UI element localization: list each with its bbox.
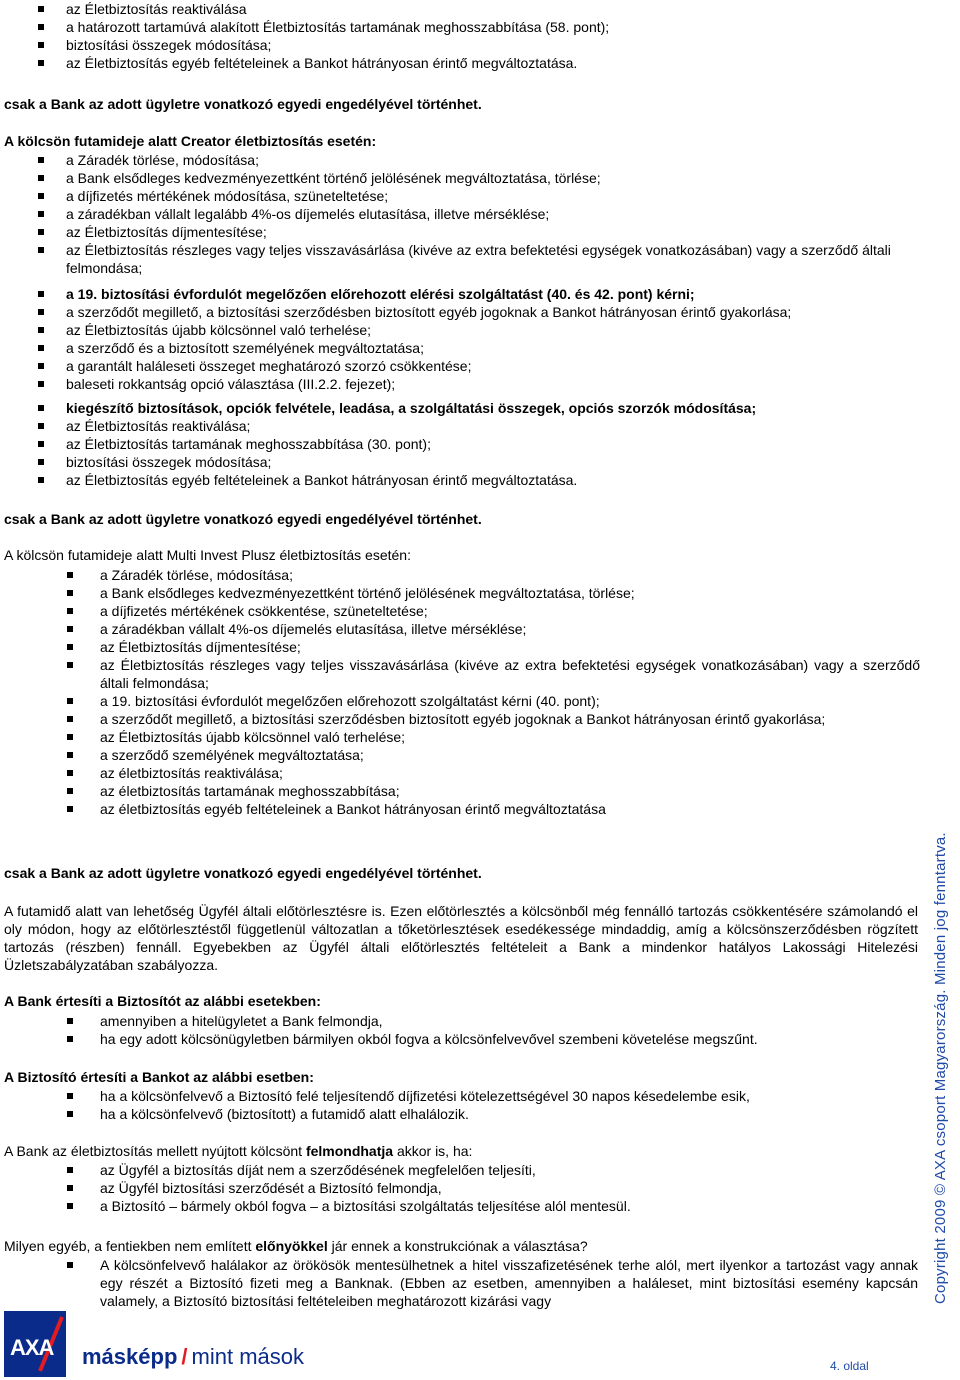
multi-heading: A kölcsön futamideje alatt Multi Invest Plusz életbiztosítás esetén: — [4, 547, 411, 563]
brand-tagline — [82, 1344, 304, 1370]
list-item: az Életbiztosítás reaktiválása; — [0, 417, 920, 435]
axa-logo-text: AXA — [10, 1335, 54, 1360]
list-item: az Életbiztosítás díjmentesítése; — [0, 638, 920, 656]
list-item: baleseti rokkantság opció választása (III.2.2. fejezet); — [0, 375, 920, 393]
list-item: biztosítási összegek módosítása; — [0, 453, 920, 471]
creator-list — [0, 151, 920, 277]
permission-note: csak a Bank az adott ügyletre vonatkozó egyedi engedélyével történhet. — [4, 96, 482, 112]
bank-notifies-heading: A Bank értesíti a Biztosítót az alábbi esetekben: — [4, 993, 321, 1009]
page-number: 4. oldal — [830, 1359, 869, 1373]
permission-note: csak a Bank az adott ügyletre vonatkozó egyedi engedélyével történhet. — [4, 511, 482, 527]
list-item: a szerződő személyének megváltoztatása; — [0, 746, 920, 764]
list-item: a Bank elsődleges kedvezményezettként történő jelölésének megváltoztatása, törlése; — [0, 584, 920, 602]
list-item: az életbiztosítás tartamának meghosszabbítása; — [0, 782, 920, 800]
list-item: a Záradék törlése, módosítása; — [0, 566, 920, 584]
list-item: az életbiztosítás egyéb feltételeinek a Bankot hátrányosan érintő megváltoztatása — [0, 800, 920, 818]
insurer-notifies-heading: A Biztosító értesíti a Bankot az alábbi esetben: — [4, 1069, 314, 1085]
list-item: az Életbiztosítás újabb kölcsönnel való terhelése; — [0, 321, 920, 339]
advantages-bold: előnyökkel — [255, 1238, 328, 1254]
advantages-lead: Milyen egyéb, a fentiekben nem említett — [4, 1238, 256, 1254]
axa-logo — [4, 1311, 66, 1377]
list-item: a 19. biztosítási évfordulót megelőzően előrehozott elérési szolgáltatást (40. és 42. pont) kérni; — [0, 285, 920, 303]
list-item: amennyiben a hitelügyletet a Bank felmondja, — [0, 1012, 920, 1030]
list-item: a záradékban vállalt legalább 4%-os díjemelés elutasítása, illetve mérséklése; — [0, 205, 920, 223]
list-item: a díjfizetés mértékének csökkentése, szüneteltetése; — [0, 602, 920, 620]
terminate-lead: A Bank az életbiztosítás mellett nyújtott kölcsönt — [4, 1143, 306, 1159]
insurer-notifies-list — [0, 1087, 920, 1123]
list-item: a szerződőt megillető, a biztosítási szerződésben biztosított egyéb jogoknak a Bankot hátrányosan érintő gyakorlása; — [0, 710, 920, 728]
list-item: a záradékban vállalt 4%-os díjemelés elutasítása, illetve mérséklése; — [0, 620, 920, 638]
list-item: a határozott tartamúvá alakított Életbiztosítás tartamának meghosszabbítása (58. pont); — [0, 18, 920, 36]
creator-list-bold-2 — [0, 399, 920, 417]
advantages-tail: jár ennek a konstrukciónak a választása? — [327, 1238, 588, 1254]
list-item: biztosítási összegek módosítása; — [0, 36, 920, 54]
permission-note: csak a Bank az adott ügyletre vonatkozó egyedi engedélyével történhet. — [4, 865, 482, 881]
list-item: kiegészítő biztosítások, opciók felvétele, leadása, a szolgáltatási összegek, opciós szorzók módosítása; — [0, 399, 920, 417]
list-item: a 19. biztosítási évfordulót megelőzően előrehozott szolgáltatást kérni (40. pont); — [0, 692, 920, 710]
list-item: ha a kölcsönfelvevő (biztosított) a futamidő alatt elhalálozik. — [0, 1105, 920, 1123]
terminate-heading — [4, 1142, 472, 1160]
list-item: az Életbiztosítás egyéb feltételeinek a Bankot hátrányosan érintő megváltoztatása. — [0, 471, 920, 489]
creator-list-3 — [0, 417, 920, 489]
creator-list-bold — [0, 285, 920, 303]
slash-icon: / — [181, 1344, 188, 1369]
list-item: az Életbiztosítás egyéb feltételeinek a Bankot hátrányosan érintő megváltoztatása. — [0, 54, 920, 72]
list-item: a Záradék törlése, módosítása; — [0, 151, 920, 169]
multi-list — [0, 566, 920, 818]
terminate-list — [0, 1161, 920, 1215]
list-item: A kölcsönfelvevő halálakor az örökösök mentesülhetnek a hitel visszafizetésének terhe alól, mert ilyenkor a tartozást vagy annak egy részét a Biztosító fizeti meg a Banknak. (Ebben az esetben, amennyiben a haláleset, mint biztosítási esemény kapcsán valamely, a Biztosító biztosítási feltételeiben meghatározott kizárási vagy — [0, 1256, 920, 1310]
list-item: az Ügyfél a biztosítás díját nem a szerződésének megfelelően teljesíti, — [0, 1161, 920, 1179]
advantages-list — [0, 1256, 920, 1310]
list-item: a garantált haláleseti összeget meghatározó szorzó csökkentése; — [0, 357, 920, 375]
list-item: ha egy adott kölcsönügyletben bármilyen okból fogva a kölcsönfelvevővel szembeni követelése megszűnt. — [0, 1030, 920, 1048]
bank-notifies-list — [0, 1012, 920, 1048]
list-item: az életbiztosítás reaktiválása; — [0, 764, 920, 782]
prepayment-paragraph: A futamidő alatt van lehetőség Ügyfél általi előtörlesztésre is. Ezen előtörlesztés a kölcsönből még fennálló tartozás csökkentésére számolandó el oly módon, hogy az előtörlesztéstől függetlenül változatlan a tőketörlesztések esedékessége mindaddig, amíg a kölcsönszerződésben rögzített tartozás (részben) fennáll. Egyebekben az Ügyfél általi előtörlesztés feltételeit a Bank a mindenkor hatályos Lakossági Hitelezési Üzletszabályzatában szabályozza. — [4, 903, 918, 973]
list-item: az Életbiztosítás díjmentesítése; — [0, 223, 920, 241]
list-item: a szerződőt megillető, a biztosítási szerződésben biztosított egyéb jogoknak a Bankot hátrányosan érintő gyakorlása; — [0, 303, 920, 321]
creator-heading: A kölcsön futamideje alatt Creator életbiztosítás esetén: — [4, 133, 377, 149]
list-item: ha a kölcsönfelvevő a Biztosító felé teljesítendő díjfizetési kötelezettségével 30 napos késedelembe esik, — [0, 1087, 920, 1105]
list-item: az Életbiztosítás reaktiválása — [0, 0, 920, 18]
list-item: az Életbiztosítás tartamának meghosszabbítása (30. pont); — [0, 435, 920, 453]
terminate-tail: akkor is, ha: — [393, 1143, 473, 1159]
top-list — [0, 0, 920, 72]
list-item: a díjfizetés mértékének módosítása, szüneteltetése; — [0, 187, 920, 205]
list-item: az Ügyfél biztosítási szerződését a Biztosító felmondja, — [0, 1179, 920, 1197]
list-item: a szerződő és a biztosított személyének megváltoztatása; — [0, 339, 920, 357]
tagline-right: mint mások — [191, 1344, 304, 1369]
terminate-bold: felmondhatja — [305, 1143, 394, 1159]
list-item: a Bank elsődleges kedvezményezettként történő jelölésének megváltoztatása, törlése; — [0, 169, 920, 187]
list-item: az Életbiztosítás részleges vagy teljes visszavásárlása (kivéve az extra befektetési egységek vonatkozásában) vagy a szerződő általi felmondása; — [0, 241, 920, 277]
creator-list-2 — [0, 303, 920, 393]
list-item: az Életbiztosítás újabb kölcsönnel való terhelése; — [0, 728, 920, 746]
copyright-sidebar: Copyright 2009 © AXA csoport Magyarország. Minden jog fenntartva. — [932, 832, 949, 1304]
list-item: az Életbiztosítás részleges vagy teljes visszavásárlása (kivéve az extra befektetési egységek vonatkozásában) vagy a szerződő általi felmondása; — [0, 656, 920, 692]
advantages-heading — [4, 1237, 588, 1255]
tagline-left: másképp — [82, 1344, 178, 1369]
list-item: a Biztosító – bármely okból fogva – a biztosítási szolgáltatás teljesítése alól mentesül. — [0, 1197, 920, 1215]
